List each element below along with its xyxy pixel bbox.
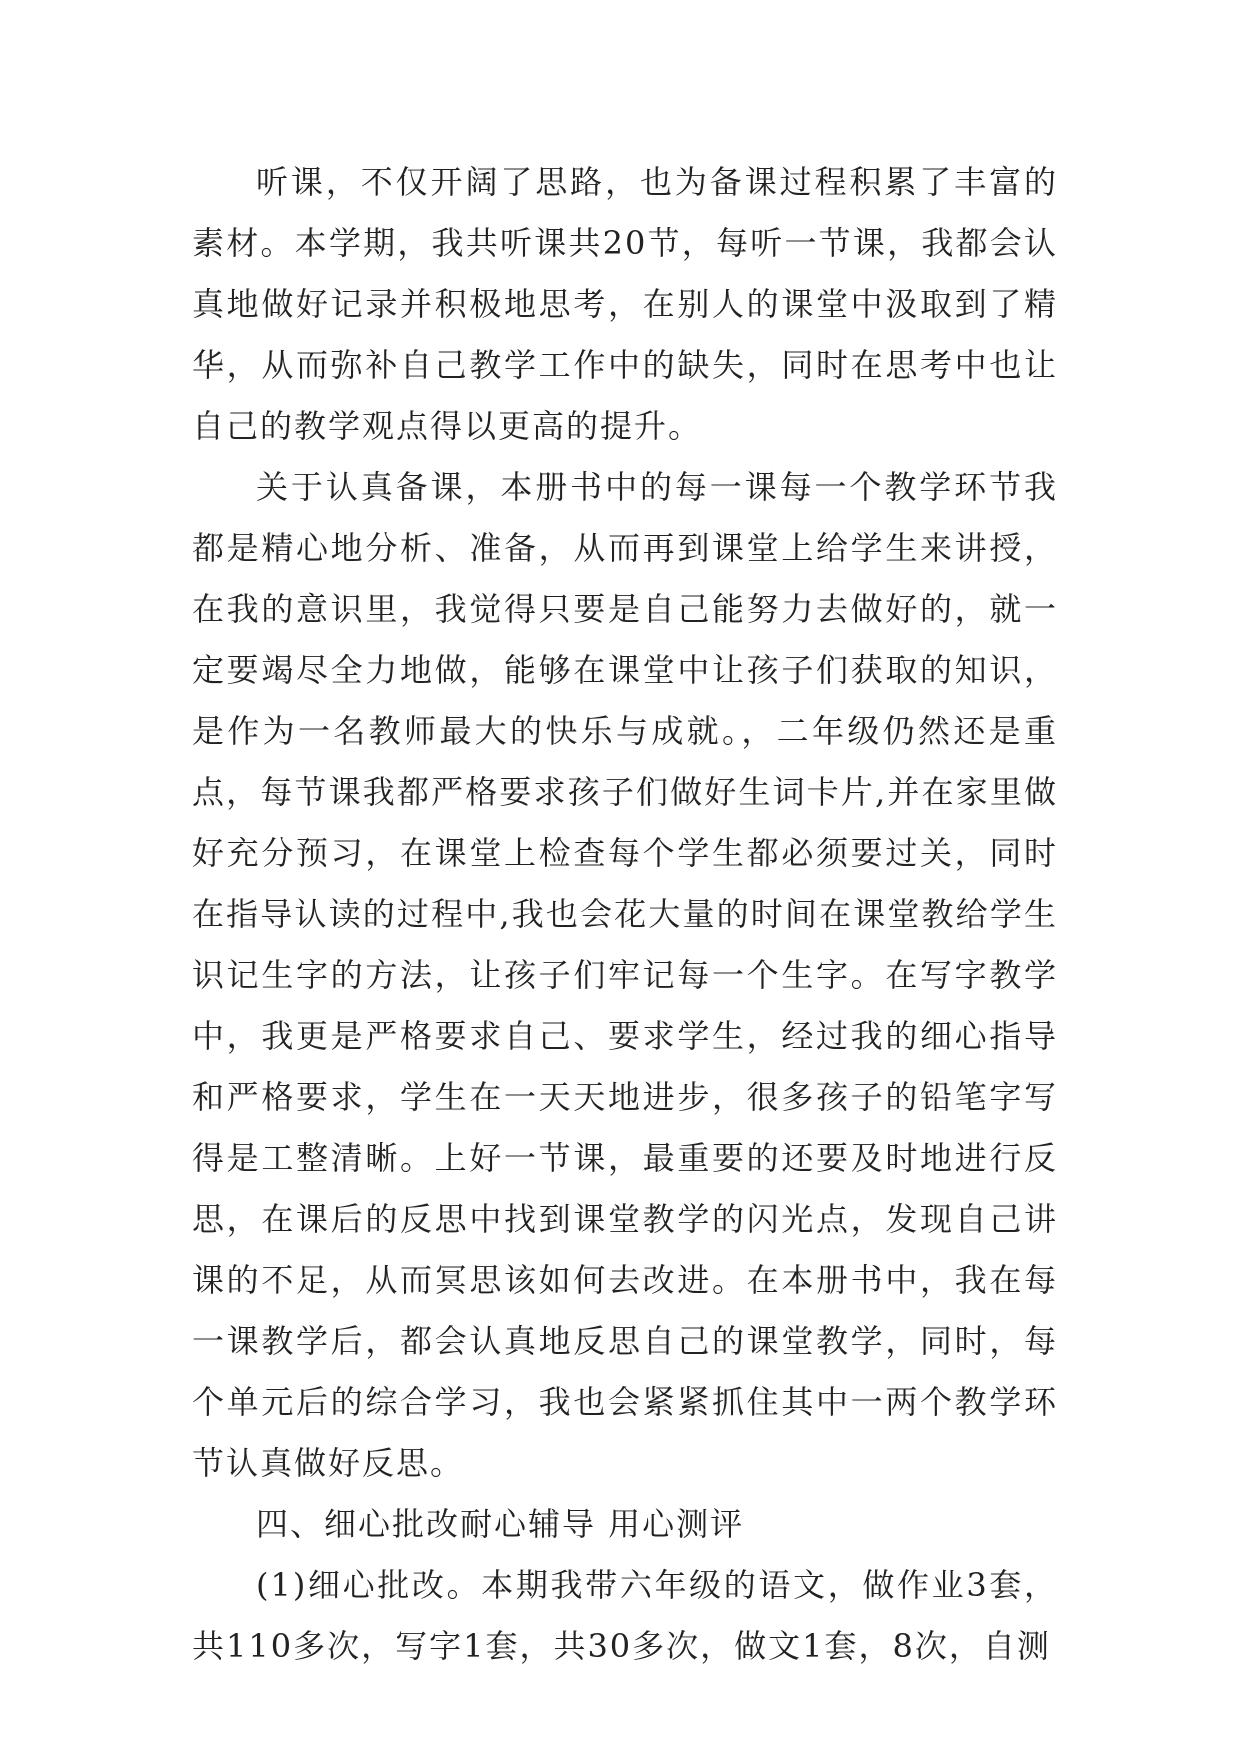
paragraph-listening: 听课，不仅开阔了思路，也为备课过程积累了丰富的素材。本学期，我共听课共20节，每听一节课，我都会认真地做好记录并积极地思考，在别人的课堂中汲取到了精华，从而弥补自己教学工作中的缺失，同时在思考中也让自己的教学观点得以更高的提升。 (192, 163, 1058, 445)
paragraph-lesson-preparation: 关于认真备课，本册书中的每一课每一个教学环节我都是精心地分析、准备，从而再到课堂上给学生来讲授，在我的意识里，我觉得只要是自己能努力去做好的，就一定要竭尽全力地做，能够在课堂中让孩子们获取的知识，是作为一名教师最大的快乐与成就。，二年级仍然还是重点，每节课我都严格要求孩子们做好生词卡片,并在家里做好充分预习，在课堂上检查每个学生都必须要过关，同时在指导认读的过程中,我也会花大量的时间在课堂教给学生识记生字的方法，让孩子们牢记每一个生字。在写字教学中，我更是严格要求自己、要求学生，经过我的细心指导和严格要求，学生在一天天地进步，很多孩子的铅笔字写得是工整清晰。上好一节课，最重要的还要及时地进行反思，在课后的反思中找到课堂教学的闪光点，发现自己讲课的不足，从而冥思该如何去改进。在本册书中，我在每一课教学后，都会认真地反思自己的课堂教学，同时，每个单元后的综合学习，我也会紧紧抓住其中一两个教学环节认真做好反思。 (192, 468, 1058, 1482)
section-heading: 四、细心批改耐心辅导 用心测评 (256, 1505, 745, 1543)
document-body (192, 152, 1058, 1677)
paragraph-grading: (1)细心批改。本期我带六年级的语文，做作业3套，共110多次，写字1套，共30多次，做文1套，8次，自测 (192, 1566, 1058, 1665)
